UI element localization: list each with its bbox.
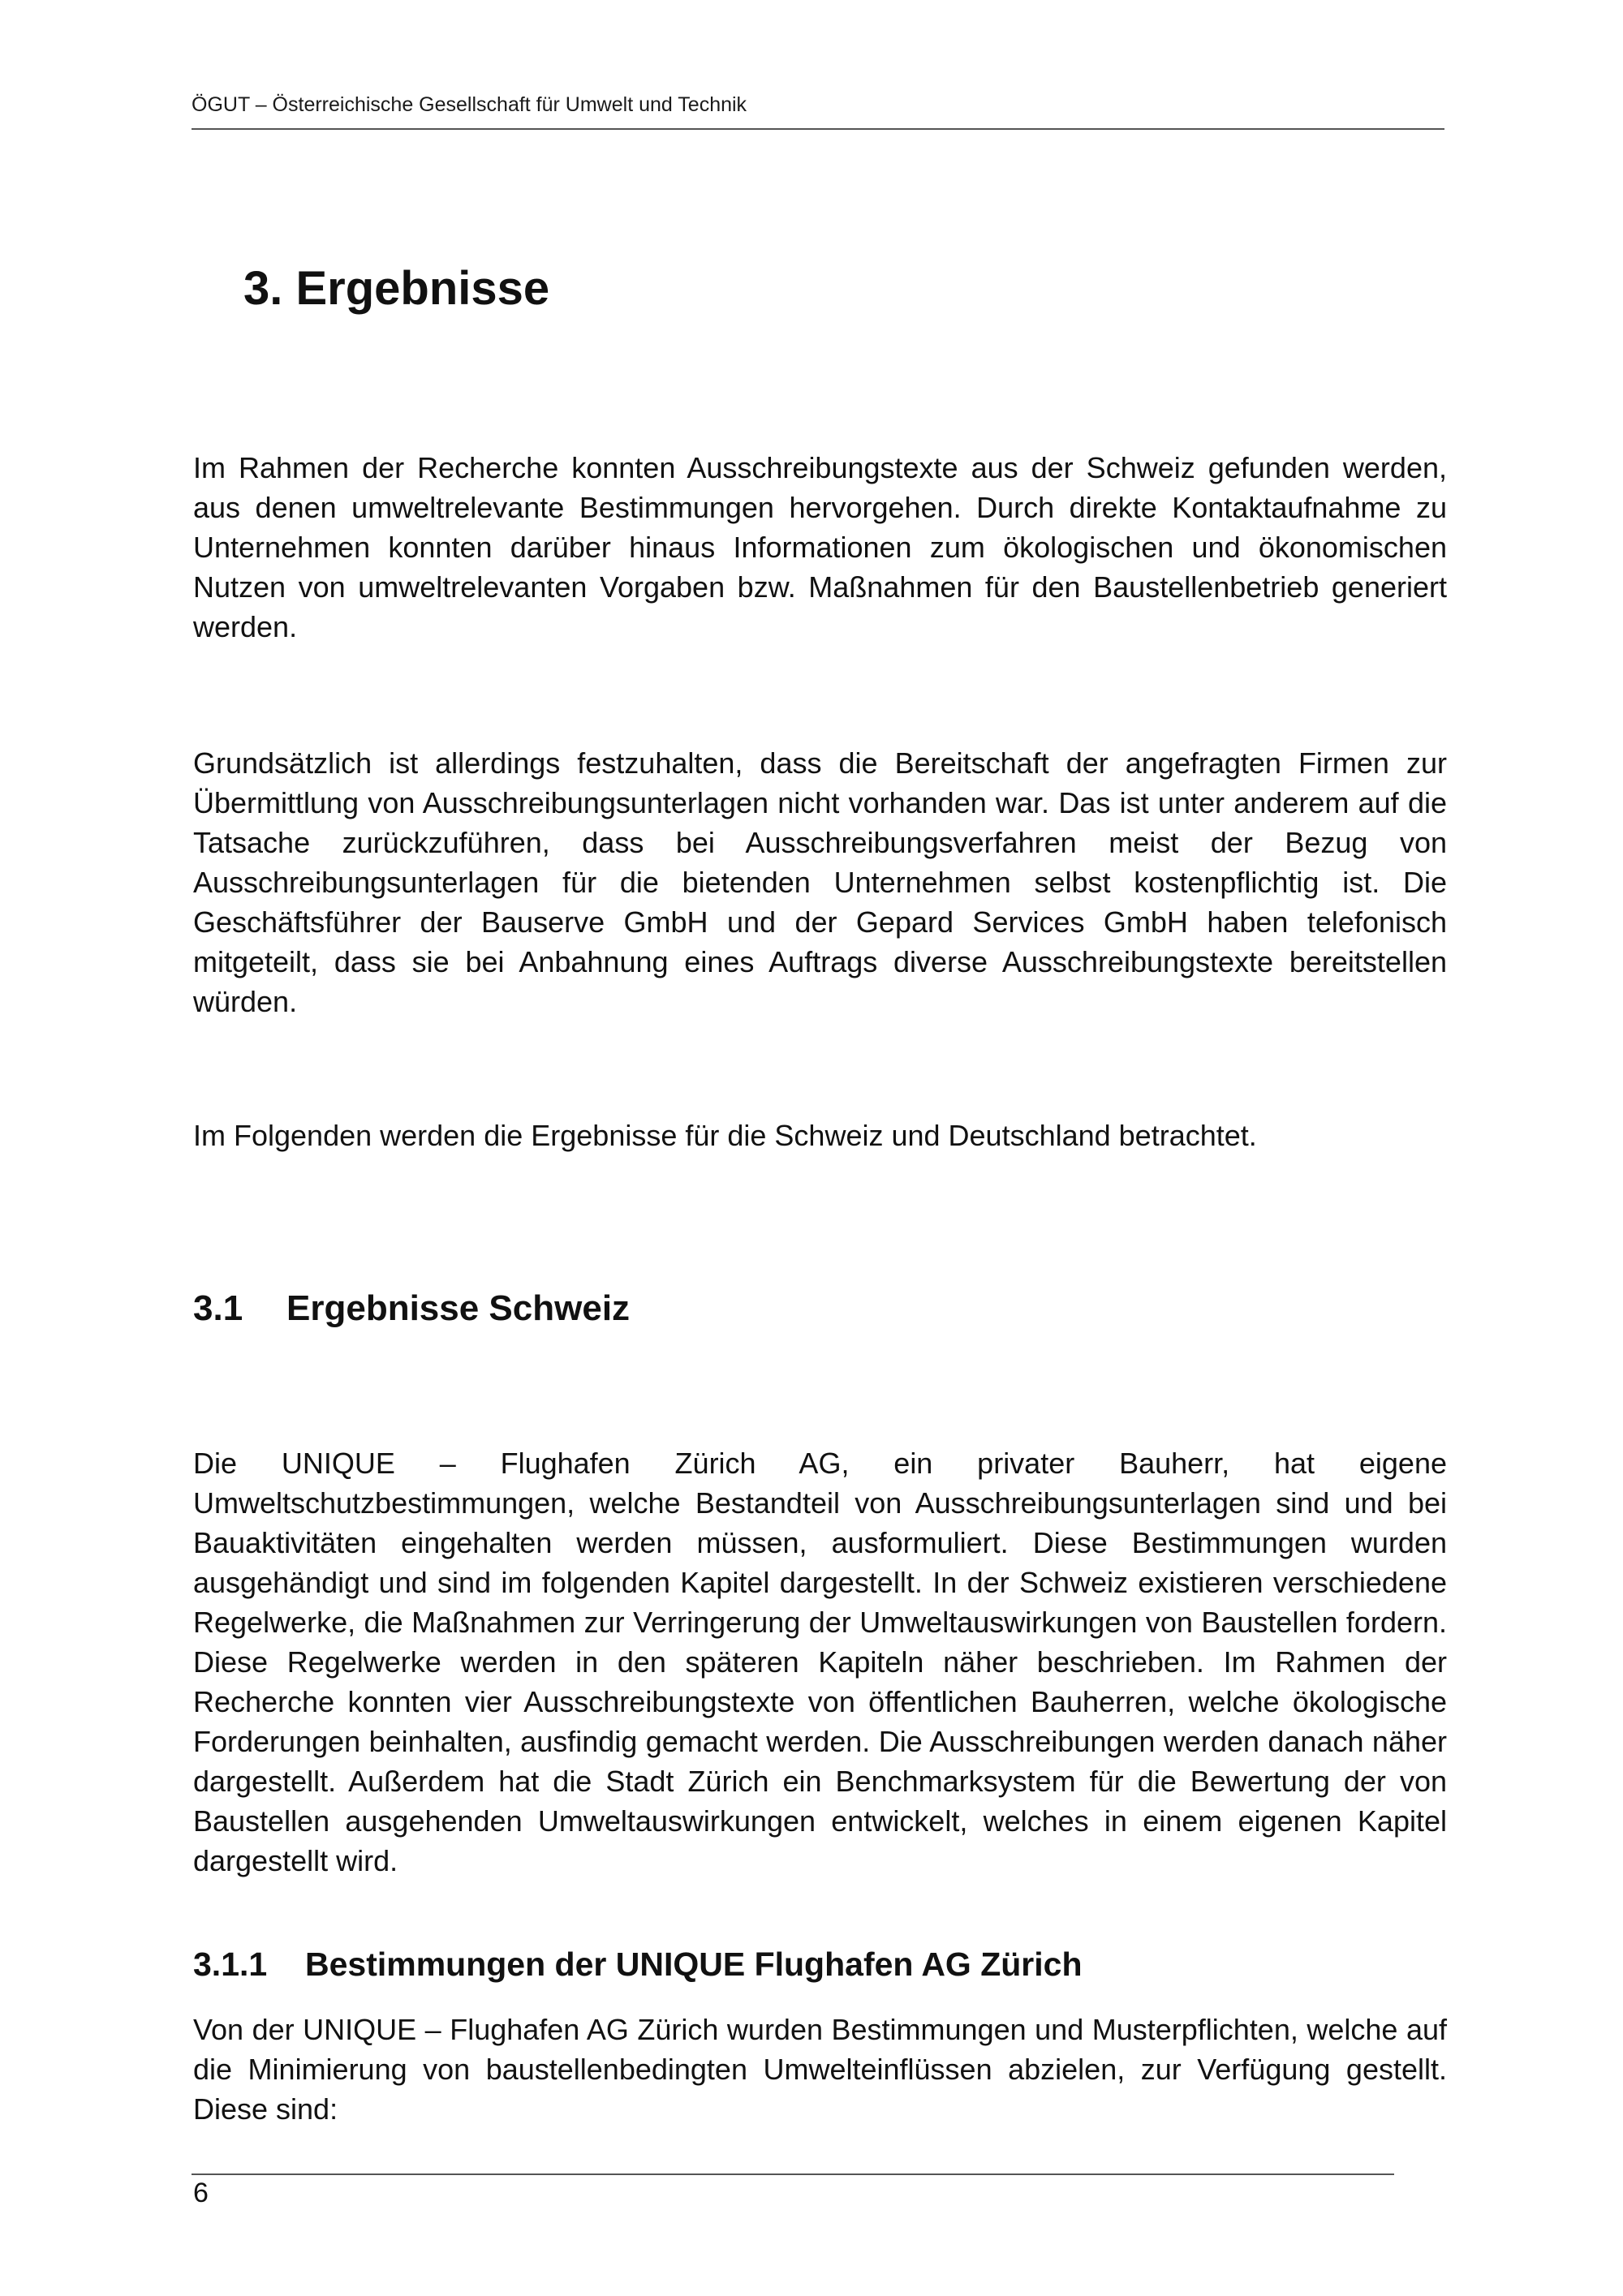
intro-paragraph: Im Rahmen der Recherche konnten Ausschreibungstexte aus der Schweiz gefunden werden, aus denen umweltrelevante Bestimmungen hervorgehen. Durch direkte Kontaktaufnahme zu Unternehmen konnten darüber hinaus Informationen zum ökologischen und ökonomischen Nutzen von umweltrelevanten Vorgaben bzw. Maßnahmen für den Baustellenbetrieb generiert werden.: [193, 451, 1447, 643]
page-number: 6: [193, 2178, 209, 2208]
section-3-1-1-number: 3.1.1: [193, 1946, 268, 1983]
section-3-1-1-title: Bestimmungen der UNIQUE Flughafen AG Zürich: [305, 1946, 1083, 1983]
footer-divider: [192, 2173, 1394, 2175]
section-3-1-paragraph: Die UNIQUE – Flughafen Zürich AG, ein privater Bauherr, hat eigene Umweltschutzbestimmungen, welche Bestandteil von Ausschreibungsunterlagen sind und bei Bauaktivitäten eingehalten werden müssen, ausformuliert. Diese Bestimmungen wurden ausgehändigt und sind im folgenden Kapitel dargestellt. In der Schweiz existieren verschiedene Regelwerke, die Maßnahmen zur Verringerung der Umweltauswirkungen von Baustellen fordern. Diese Regelwerke werden in den späteren Kapiteln näher beschrieben. Im Rahmen der Recherche konnten vier Ausschreibungstexte von öffentlichen Bauherren, welche ökologische Forderungen beinhalten, ausfindig gemacht werden. Die Ausschreibungen werden danach näher dargestellt. Außerdem hat die Stadt Zürich ein Benchmarksystem für die Bewertung der von Baustellen ausgehenden Umweltauswirkungen entwickelt, welches in einem eigenen Kapitel dargestellt wird.: [193, 1447, 1447, 1877]
chapter-title: 3. Ergebnisse: [243, 262, 550, 315]
section-3-1-title: Ergebnisse Schweiz: [286, 1288, 631, 1328]
section-3-1-heading: [193, 1288, 630, 1329]
section-3-1-number: 3.1: [193, 1288, 243, 1328]
section-3-1-1-paragraph: Von der UNIQUE – Flughafen AG Zürich wurden Bestimmungen und Musterpflichten, welche auf die Minimierung von baustellenbedingten Umwelteinflüssen abzielen, zur Verfügung gestellt. Diese sind:: [193, 2013, 1447, 2126]
running-header: ÖGUT – Österreichische Gesellschaft für Umwelt und Technik: [192, 93, 1444, 130]
section-3-1-1-heading: [193, 1946, 1083, 1984]
outlook-paragraph: Im Folgenden werden die Ergebnisse für die Schweiz und Deutschland betrachtet.: [193, 1119, 1257, 1152]
availability-paragraph: Grundsätzlich ist allerdings festzuhalten, dass die Bereitschaft der angefragten Firmen zur Übermittlung von Ausschreibungsunterlagen nicht vorhanden war. Das ist unter anderem auf die Tatsache zurückzuführen, dass bei Ausschreibungsverfahren meist der Bezug von Ausschreibungsunterlagen für die bietenden Unternehmen selbst kostenpflichtig ist. Die Geschäftsführer der Bauserve GmbH und der Gepard Services GmbH haben telefonisch mitgeteilt, dass sie bei Anbahnung eines Auftrags diverse Ausschreibungstexte bereitstellen würden.: [193, 746, 1447, 1018]
